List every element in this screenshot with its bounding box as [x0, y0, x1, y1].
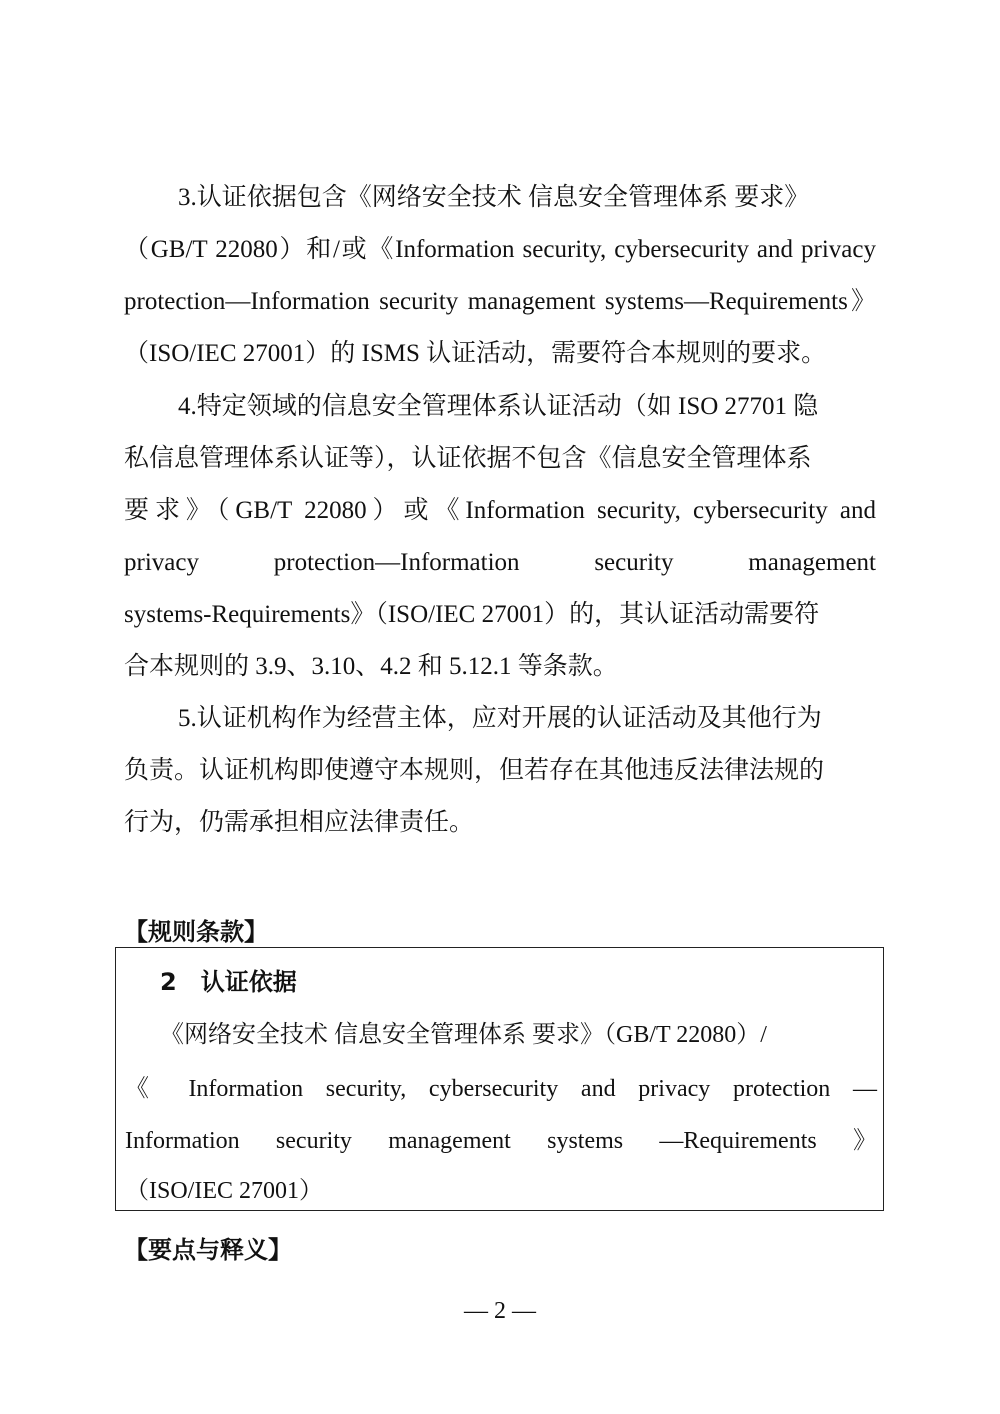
paragraph-line: systems-Requirements》（ISO/IEC 27001）的，其认证活动需要符	[124, 601, 820, 628]
paragraph-line: 负责。认证机构即使遵守本规则，但若存在其他违反法律法规的	[124, 757, 825, 784]
paragraph-line: protection—Information security management systems—Requirements》	[124, 288, 876, 315]
paragraph-line: （GB/T 22080）和/或《Information security, cybersecurity and privacy	[124, 236, 876, 263]
page-number: — 2 —	[464, 1298, 536, 1324]
paragraph-line: 合本规则的 3.9、3.10、4.2 和 5.12.1 等条款。	[124, 653, 618, 680]
paragraph-line: 4.特定领域的信息安全管理体系认证活动（如 ISO 27701 隐	[178, 393, 819, 420]
clause-title: 2 认证依据	[160, 968, 297, 996]
paragraph-line: 行为，仍需承担相应法律责任。	[124, 809, 475, 836]
rule-clause-box	[115, 947, 884, 1211]
paragraph-4	[124, 381, 876, 693]
clause-line: 《 Information security, cybersecurity and privacy protection —	[125, 1076, 877, 1102]
paragraph-line: （ISO/IEC 27001）的 ISMS 认证活动，需要符合本规则的要求。	[124, 340, 827, 367]
clause-line: 《网络安全技术 信息安全管理体系 要求》（GB/T 22080）/	[160, 1022, 767, 1048]
paragraph-5	[124, 693, 876, 849]
section-heading-rules: 【规则条款】	[124, 918, 268, 946]
clause-line: Information security management systems —Requirements 》	[125, 1128, 877, 1154]
paragraph-line: 要求》（GB/T 22080）或《Information security, cybersecurity and	[124, 497, 876, 524]
paragraph-line: 私信息管理体系认证等），认证依据不包含《信息安全管理体系	[124, 445, 812, 472]
clause-line: （ISO/IEC 27001）	[125, 1178, 323, 1204]
paragraph-line: 5.认证机构作为经营主体，应对开展的认证活动及其他行为	[178, 705, 822, 732]
paragraph-line: privacy protection—Information security management	[124, 549, 876, 576]
paragraph-line: 3.认证依据包含《网络安全技术 信息安全管理体系 要求》	[178, 184, 810, 211]
section-heading-notes: 【要点与释义】	[124, 1236, 292, 1264]
paragraph-3	[124, 172, 876, 380]
